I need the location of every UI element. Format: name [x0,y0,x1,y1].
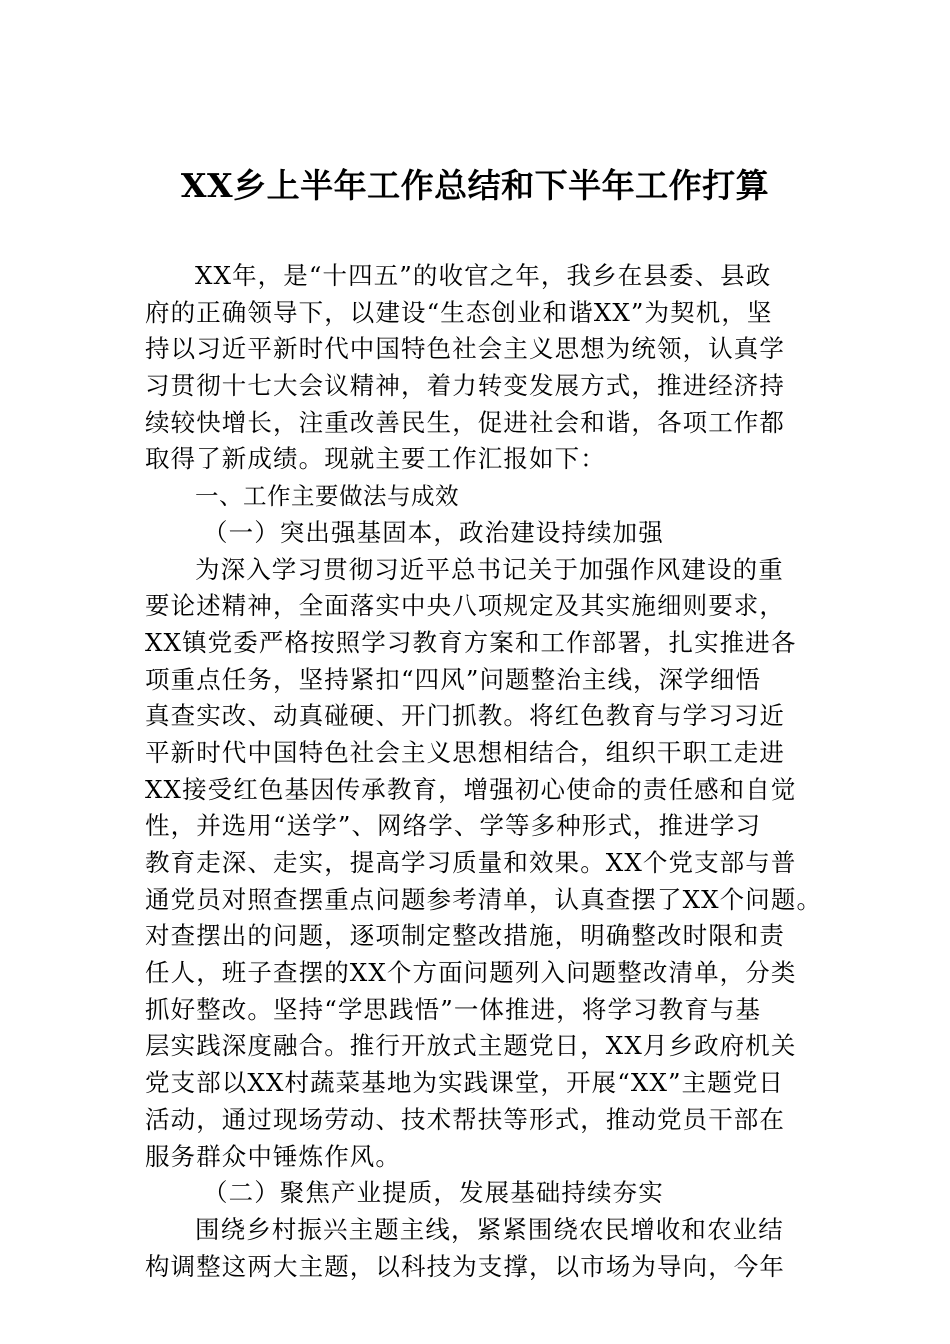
paragraph-line: 构调整这两大主题，以科技为支撑，以市场为导向，今年 [145,1251,785,1281]
paragraph-line: 围绕乡村振兴主题主线，紧紧围绕农民增收和农业结 [195,1214,784,1244]
paragraph-line: 层实践深度融合。推行开放式主题党日，XX月乡政府机关 [145,1031,797,1061]
paragraph-line: 性，并选用“送学”、网络学、学等多种形式，推进学习 [145,811,762,841]
paragraph-line: 任人，班子查摆的XX个方面问题列入问题整改清单，分类 [145,958,797,988]
paragraph-line: 续较快增长，注重改善民生，促进社会和谐，各项工作都 [145,407,785,437]
subsection-heading: （二）聚焦产业提质，发展基础持续夯实 [203,1178,664,1208]
paragraph-line: 习贯彻十七大会议精神，着力转变发展方式，推进经济持 [145,371,785,401]
paragraph-line: 持以习近平新时代中国特色社会主义思想为统领，认真学 [145,334,785,364]
paragraph-line: 对查摆出的问题，逐项制定整改措施，明确整改时限和责 [145,921,785,951]
document-body [145,258,823,1285]
paragraph-line: 项重点任务，坚持紧扣“四风”问题整治主线，深学细悟 [145,664,762,694]
section-heading: 一、工作主要做法与成效 [195,482,459,511]
paragraph-line: 党支部以XX村蔬菜基地为实践课堂，开展“XX”主题党日 [145,1068,785,1098]
paragraph-line: 平新时代中国特色社会主义思想相结合，组织干职工走进 [145,737,785,767]
paragraph-line: 府的正确领导下，以建设“生态创业和谐XX”为契机，坚 [145,297,773,327]
paragraph-line: XX年，是“十四五”的收官之年，我乡在县委、县政 [195,261,772,290]
document-title: XX乡上半年工作总结和下半年工作打算 [180,166,770,205]
paragraph-line: XX镇党委严格按照学习教育方案和工作部署，扎实推进各 [145,627,797,657]
paragraph-line: 取得了新成绩。现就主要工作汇报如下： [145,444,606,474]
paragraph-line: 服务群众中锤炼作风。 [145,1141,401,1171]
paragraph-line: 要论述精神，全面落实中央八项规定及其实施细则要求， [145,591,785,621]
paragraph-line: 真查实改、动真碰硬、开门抓教。将红色教育与学习习近 [145,701,785,731]
paragraph-line: 为深入学习贯彻习近平总书记关于加强作风建设的重 [195,554,784,584]
paragraph-line: 抓好整改。坚持“学思践悟”一体推进，将学习教育与基 [145,994,762,1024]
paragraph-line: 活动，通过现场劳动、技术帮扶等形式，推动党员干部在 [145,1104,785,1134]
subsection-heading: （一）突出强基固本，政治建设持续加强 [203,517,664,547]
paragraph-line: 通党员对照查摆重点问题参考清单，认真查摆了XX个问题。 [145,884,823,914]
paragraph-line: XX接受红色基因传承教育，增强初心使命的责任感和自觉 [145,774,797,804]
paragraph-line: 教育走深、走实，提高学习质量和效果。XX个党支部与普 [145,848,797,877]
